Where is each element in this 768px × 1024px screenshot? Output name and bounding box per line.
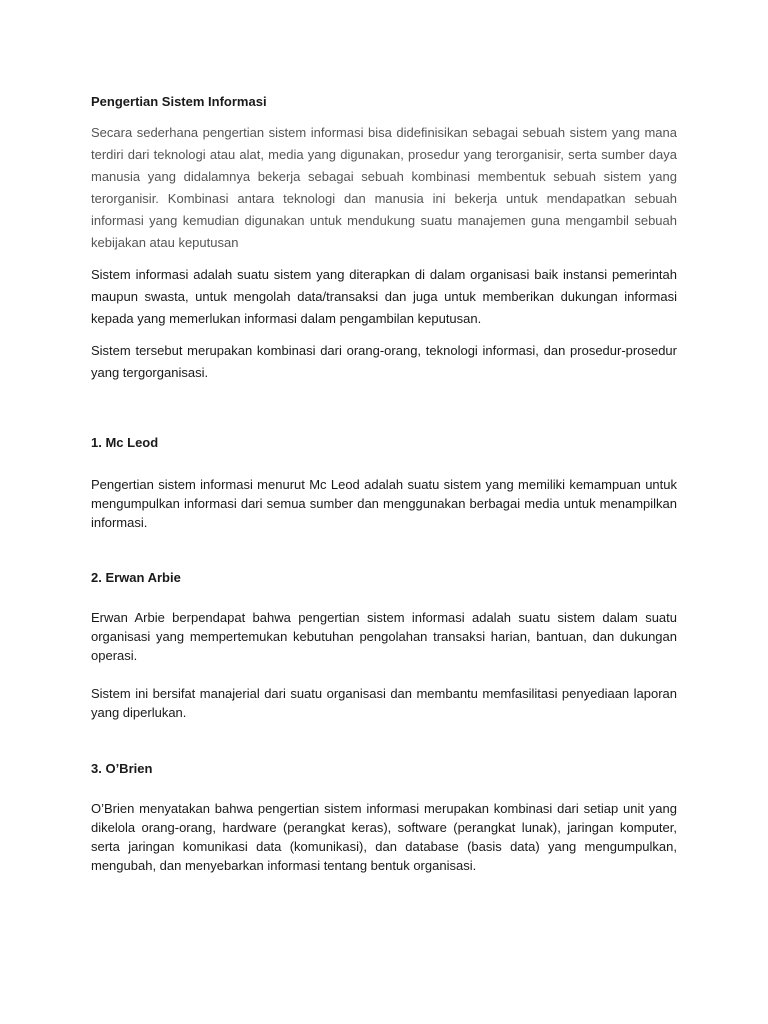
section-heading-mc-leod: 1. Mc Leod <box>91 435 159 450</box>
section-paragraph: O’Brien menyatakan bahwa pengertian sistem informasi merupakan kombinasi dari setiap unit yang dikelola orang-orang, hardware (perangkat keras), software (perangkat lunak), jaringan komputer, serta jaringan komunikasi data (komunikasi), dan database (basis data) yang mengumpulkan, mengubah, dan menyebarkan informasi tentang bentuk organisasi. <box>91 801 677 873</box>
definition-paragraph: Sistem tersebut merupakan kombinasi dari orang-orang, teknologi informasi, dan prosedur-prosedur yang tergorganisasi. <box>91 343 677 380</box>
section-paragraph: Sistem ini bersifat manajerial dari suatu organisasi dan membantu memfasilitasi penyediaan laporan yang diperlukan. <box>91 686 677 720</box>
section-paragraph: Pengertian sistem informasi menurut Mc Leod adalah suatu sistem yang memiliki kemampuan untuk mengumpulkan informasi dari semua sumber dan menggunakan berbagai media untuk menampilkan informasi. <box>91 477 677 530</box>
document-title: Pengertian Sistem Informasi <box>91 94 267 109</box>
intro-paragraph: Secara sederhana pengertian sistem informasi bisa didefinisikan sebagai sebuah sistem yang mana terdiri dari teknologi atau alat, media yang digunakan, prosedur yang terorganisir, serta sumber daya manusia yang didalamnya bekerja sebagai sebuah kombinasi membentuk sebuah sistem yang terorganisir. Kombinasi antara teknologi dan manusia ini bekerja untuk mendapatkan sebuah informasi yang kemudian digunakan untuk mendukung suatu manajemen guna mengambil sebuah kebijakan atau keputusan <box>91 125 677 250</box>
section-heading-obrien: 3. O’Brien <box>91 761 153 776</box>
definition-paragraph: Sistem informasi adalah suatu sistem yang diterapkan di dalam organisasi baik instansi pemerintah maupun swasta, untuk mengolah data/transaksi dan juga untuk memberikan dukungan informasi kepada yang memerlukan informasi dalam pengambilan keputusan. <box>91 267 677 326</box>
section-paragraph: Erwan Arbie berpendapat bahwa pengertian sistem informasi adalah suatu sistem dalam suatu organisasi yang mempertemukan kebutuhan pengolahan transaksi harian, bantuan, dan dukungan operasi. <box>91 610 677 663</box>
section-heading-erwan-arbie: 2. Erwan Arbie <box>91 570 181 585</box>
